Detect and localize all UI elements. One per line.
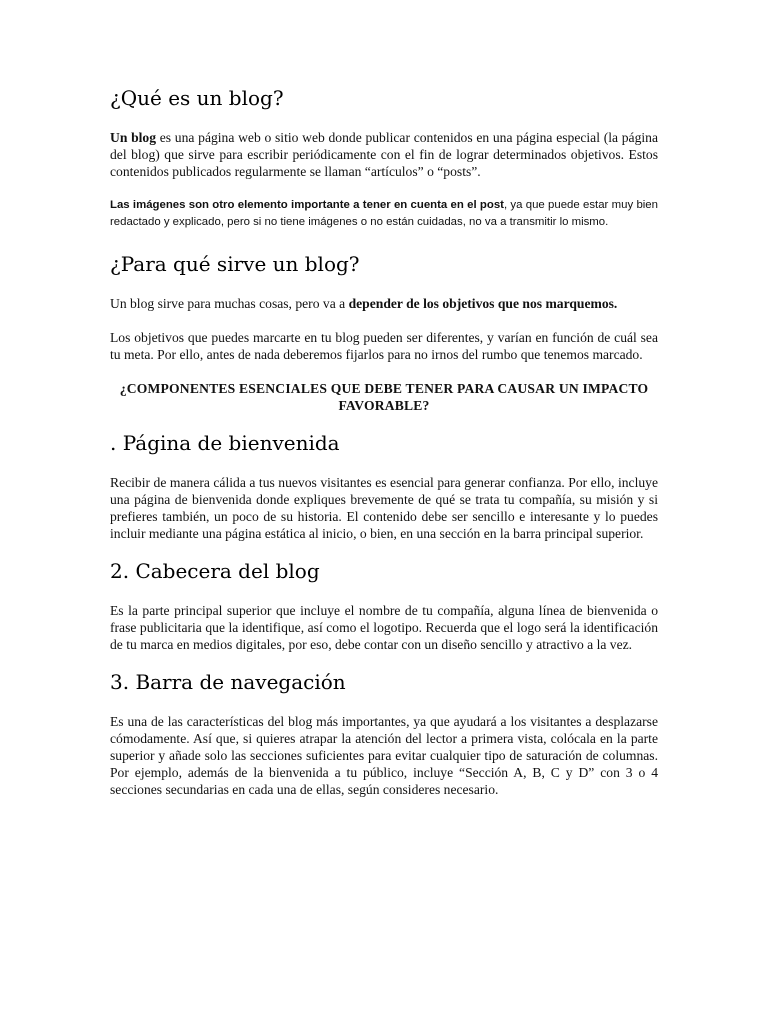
paragraph-definicion-blog: [110, 129, 658, 180]
paragraph-objetivos: Los objetivos que puedes marcarte en tu blog pueden ser diferentes, y varían en función de cuál sea tu meta. Por ello, antes de nada deberemos fijarlos para no irnos del rumbo que tenemos marcado.: [110, 330, 658, 362]
document-page: [110, 86, 658, 798]
paragraph-navegacion: Es una de las características del blog más importantes, ya que ayudará a los visitantes a desplazarse cómodamente. Así que, si quieres atrapar la atención del lector a primera vista, colócala en la parte superior y añade solo las secciones suficientes para evitar cualquier tipo de saturación de columnas. Por ejemplo, además de la bienvenida a tu público, incluye “Sección A, B, C y D” con 3 o 4 secciones secundarias en cada una de ellas, según consideres necesario.: [110, 714, 658, 797]
heading-que-es-un-blog: ¿Qué es un blog?: [110, 86, 284, 110]
heading-cabecera-blog: 2. Cabecera del blog: [110, 559, 320, 583]
paragraph-bienvenida: Recibir de manera cálida a tus nuevos visitantes es esencial para generar confianza. Por ello, incluye una página de bienvenida donde expliques brevemente de qué se trata tu compañía, su misión y si prefieres también, un poco de su historia. El contenido debe ser sencillo e interesante y lo puedes incluir mediante una página estática al inicio, o bien, en una sección en la barra principal superior.: [110, 475, 658, 541]
heading-componentes-esenciales: ¿COMPONENTES ESENCIALES QUE DEBE TENER PARA CAUSAR UN IMPACTO FAVORABLE?: [119, 381, 649, 413]
paragraph-imagenes-text: , ya que puede estar muy bien redactado y explicado, pero si no tiene imágenes o no están cuidadas, no va a transmitir lo mismo.: [110, 199, 658, 228]
paragraph-definicion-text: es una página web o sitio web donde publicar contenidos en una página especial (la página del blog) que sirve para escribir periódicamente con el fin de lograr determinados objetivos. Estos contenidos publicados regularmente se llaman “artículos” o “posts”.: [110, 130, 658, 179]
paragraph-cabecera: Es la parte principal superior que incluye el nombre de tu compañía, alguna línea de bienvenida o frase publicitaria que la identifique, así como el logotipo. Recuerda que el logo será la identificación de tu marca en medios digitales, por eso, debe contar con un diseño sencillo y atractivo a la vez.: [110, 603, 658, 652]
paragraph-imagenes: [110, 197, 658, 231]
heading-pagina-bienvenida: . Página de bienvenida: [110, 431, 340, 455]
bold-objetivos: depender de los objetivos que nos marquemos.: [348, 296, 618, 311]
bold-imagenes: Las imágenes son otro elemento importante a tener en cuenta en el post: [110, 199, 504, 211]
heading-barra-navegacion: 3. Barra de navegación: [110, 670, 346, 694]
paragraph-sirve-text: Un blog sirve para muchas cosas, pero va a: [110, 296, 349, 311]
bold-un-blog: Un blog: [110, 130, 157, 145]
paragraph-sirve: [110, 295, 658, 312]
heading-para-que-sirve: ¿Para qué sirve un blog?: [110, 252, 360, 276]
